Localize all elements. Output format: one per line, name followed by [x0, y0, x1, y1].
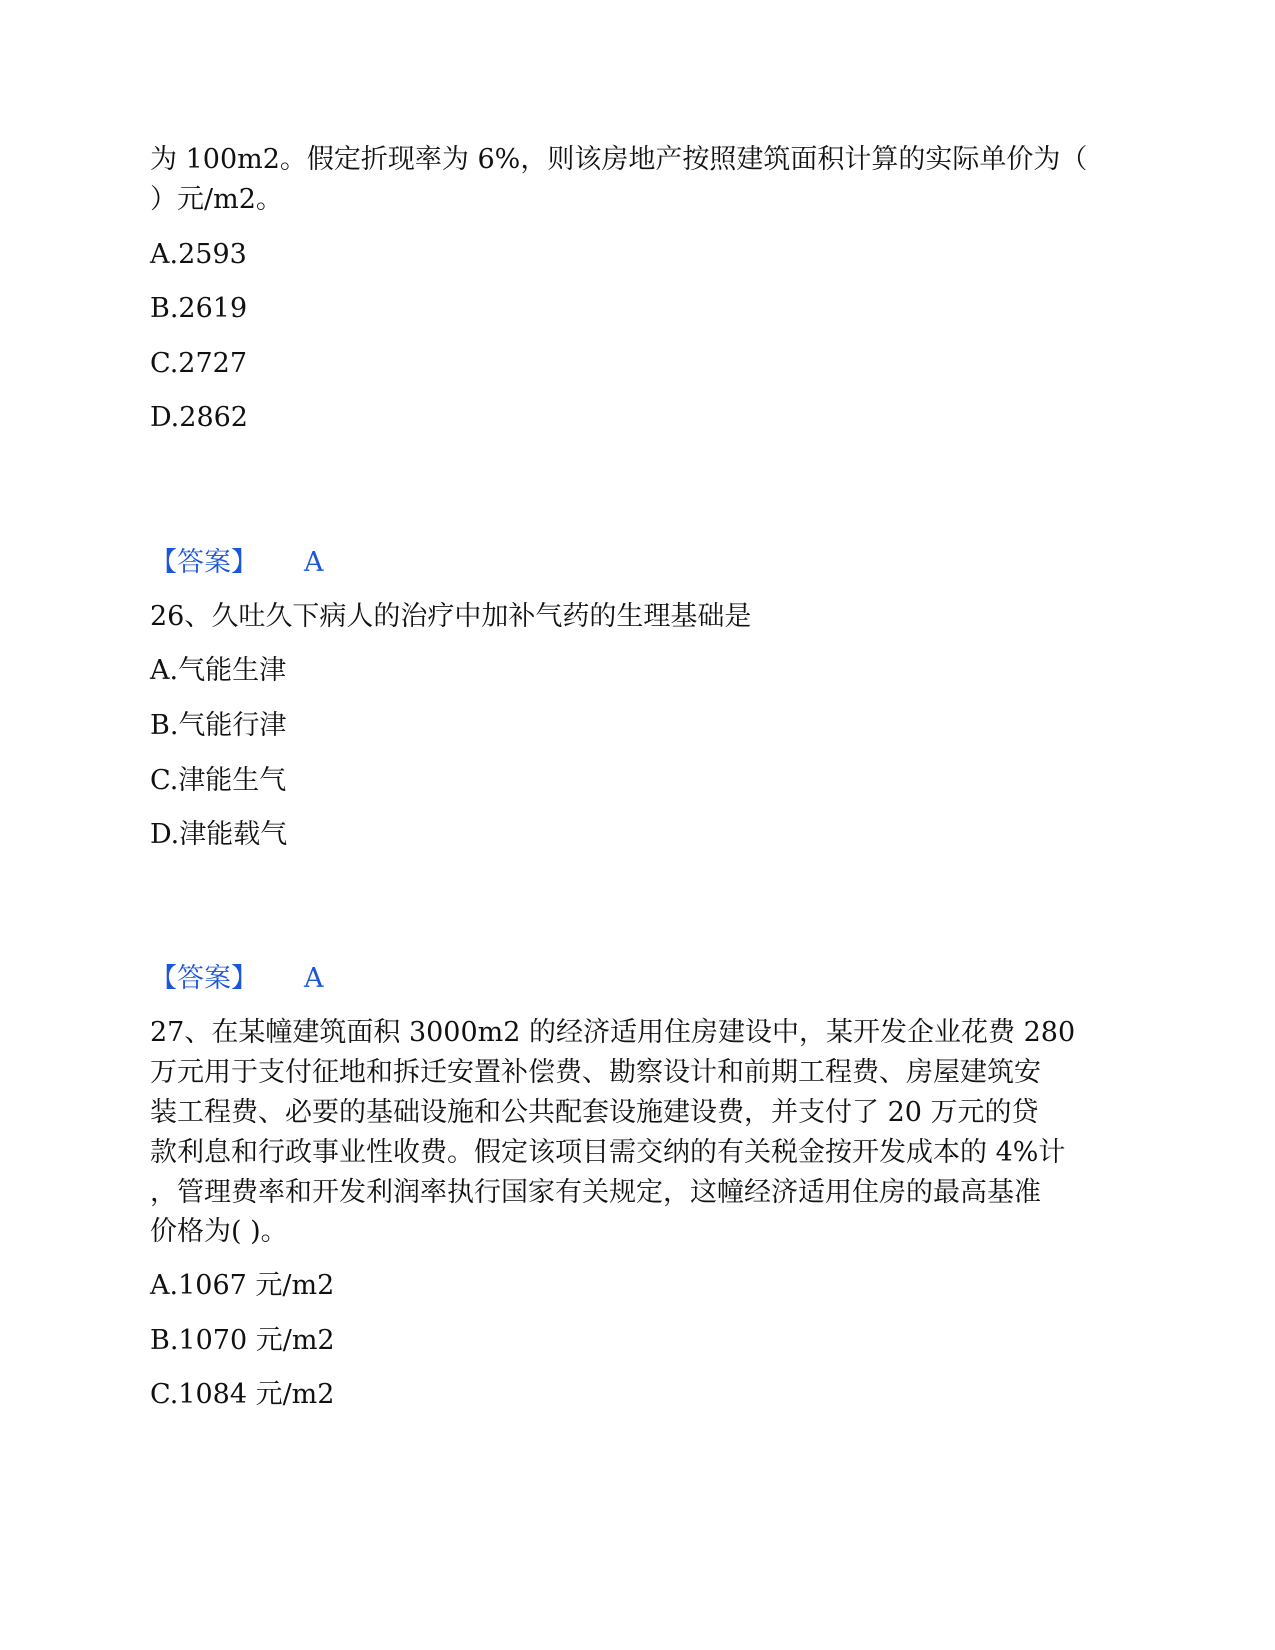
q25-stem-line-2: ）元/m2。	[150, 184, 283, 215]
answer-value: A	[304, 547, 324, 578]
q25-stem-line-1: 为 100m2。假定折现率为 6%，则该房地产按照建筑面积计算的实际单价为（	[150, 144, 1088, 175]
q27-option-a: A.1067 元/m2	[150, 1270, 335, 1301]
answer-value: A	[304, 963, 324, 994]
q27-stem-line-2: 万元用于支付征地和拆迁安置补偿费、勘察设计和前期工程费、房屋建筑安	[150, 1057, 1041, 1088]
answer-label: 【答案】	[150, 547, 258, 578]
q27-option-b: B.1070 元/m2	[150, 1325, 335, 1356]
q25-option-b: B.2619	[150, 293, 248, 324]
q27-stem-line-6: 价格为( )。	[150, 1216, 288, 1247]
q25-option-d: D.2862	[150, 402, 248, 433]
q27-stem-line-5: ，管理费率和开发利润率执行国家有关规定，这幢经济适用住房的最高基准	[150, 1177, 1041, 1208]
q25-answer	[150, 543, 324, 583]
q27-option-c: C.1084 元/m2	[150, 1379, 335, 1410]
q26-option-d: D.津能载气	[150, 819, 288, 850]
q25-option-c: C.2727	[150, 348, 247, 379]
q27-stem-line-3: 装工程费、必要的基础设施和公共配套设施建设费，并支付了 20 万元的贷	[150, 1097, 1039, 1128]
q27-stem-line-4: 款利息和行政事业性收费。假定该项目需交纳的有关税金按开发成本的 4%计	[150, 1137, 1066, 1168]
q26-option-c: C.津能生气	[150, 765, 287, 796]
q25-option-a: A.2593	[150, 239, 247, 270]
q26-option-b: B.气能行津	[150, 710, 287, 741]
q27-stem-line-1: 27、在某幢建筑面积 3000m2 的经济适用住房建设中，某开发企业花费 280	[150, 1017, 1076, 1048]
q26-answer	[150, 959, 324, 999]
answer-label: 【答案】	[150, 963, 258, 994]
q26-option-a: A.气能生津	[150, 655, 287, 686]
q26-stem: 26、久吐久下病人的治疗中加补气药的生理基础是	[150, 601, 752, 632]
